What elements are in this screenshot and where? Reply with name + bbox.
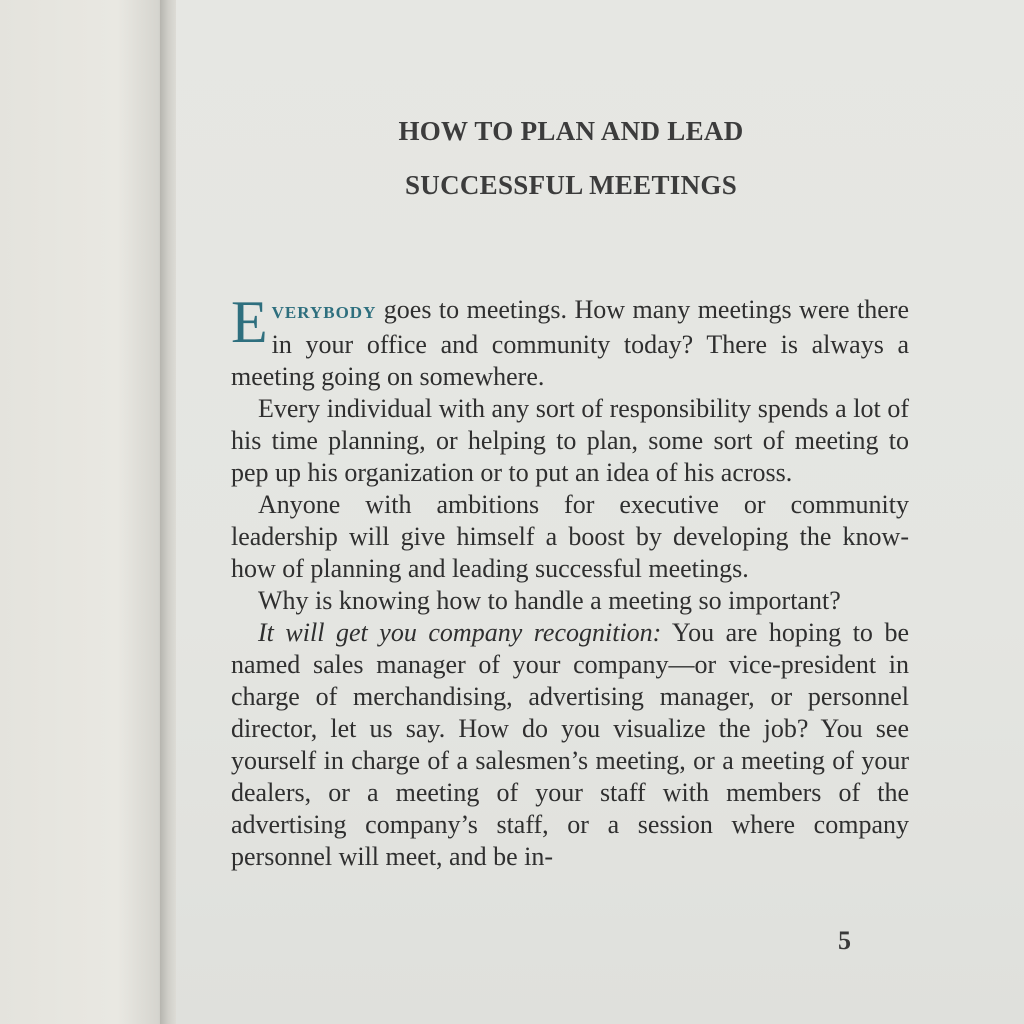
chapter-title-line-1: HOW TO PLAN AND LEAD <box>398 116 744 146</box>
paragraph-5 <box>231 617 909 873</box>
body-text <box>231 289 909 873</box>
paragraph-5-text: You are hoping to be named sales manager of your company—or vice-president in charge of merchandising, advertising manager, or personnel director, let us say. How do you visualize the job? You see yourself in charge of a salesmen’s meeting, or a meeting of your dealers, or a meeting of your staff with members of the advertising company’s staff, or a session where company personnel will meet, and be in- <box>231 618 909 871</box>
drop-cap: E <box>231 289 268 355</box>
small-caps-opening: VERYBODY <box>271 303 377 322</box>
page-number: 5 <box>838 926 851 955</box>
facing-page-left <box>0 0 168 1024</box>
italic-lead-in: It will get you company recognition: <box>258 618 662 647</box>
paragraph-2: Every individual with any sort of responsibility spends a lot of his time planning, or helping to plan, some sort of meeting to pep up his organization or to put an idea of his across. <box>231 394 909 487</box>
chapter-title-line-2: SUCCESSFUL MEETINGS <box>404 170 738 200</box>
paragraph-1-text: goes to meetings. How many meetings were there in your office and community today? There is always a meeting going on somewhere. <box>231 295 909 391</box>
paragraph-4: Why is knowing how to handle a meeting so important? <box>258 586 841 615</box>
paragraph-1 <box>231 289 909 393</box>
paragraph-3: Anyone with ambitions for executive or community leadership will give himself a boost by developing the know-how of planning and leading successful meetings. <box>231 490 909 583</box>
